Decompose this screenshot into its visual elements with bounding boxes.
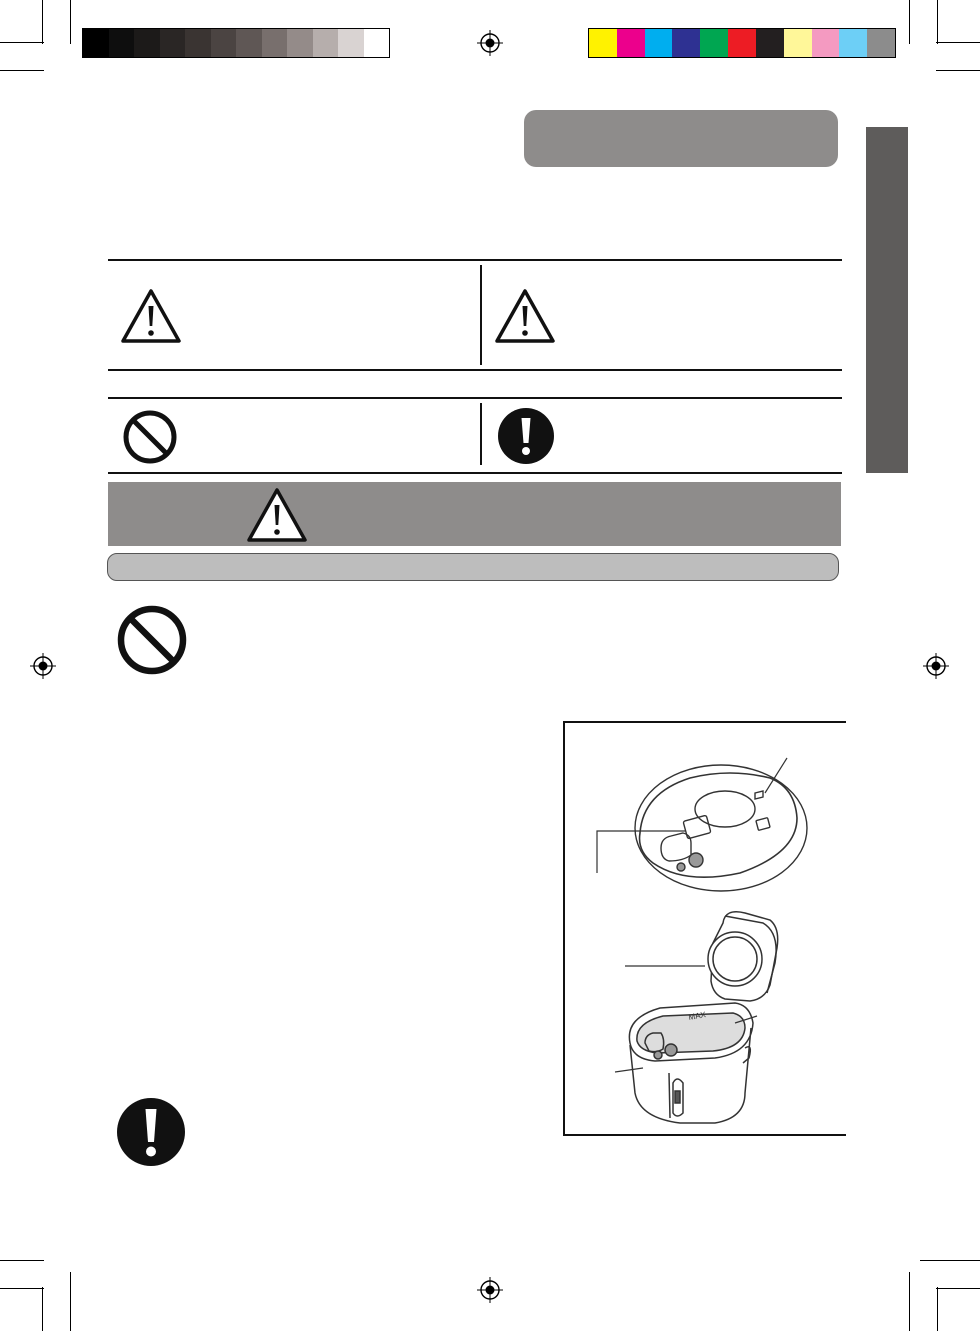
warning-triangle-icon	[120, 288, 182, 344]
color-bar-swatch	[672, 29, 700, 57]
color-bar-swatch	[839, 29, 867, 57]
warning-triangle-icon	[494, 288, 556, 344]
color-bar-swatch	[700, 29, 728, 57]
thermo-pot-illustration	[565, 723, 846, 1134]
symbol-table2-bottom-border	[108, 472, 842, 474]
gray-ramp-swatch	[287, 29, 313, 57]
registration-mark-left	[30, 653, 56, 679]
color-bar-swatch	[784, 29, 812, 57]
gray-ramp-swatch	[313, 29, 339, 57]
gray-ramp-swatch	[338, 29, 364, 57]
side-tab	[866, 127, 908, 473]
color-bar-swatch	[589, 29, 617, 57]
prohibited-icon	[116, 604, 188, 676]
gray-ramp	[82, 28, 390, 58]
gray-ramp-swatch	[83, 29, 109, 57]
color-bar-swatch	[867, 29, 895, 57]
symbol-table-top-border	[108, 259, 842, 261]
gray-ramp-swatch	[236, 29, 262, 57]
mandatory-exclamation-icon	[116, 1097, 186, 1167]
gray-ramp-swatch	[160, 29, 186, 57]
max-label: MAX	[687, 1010, 707, 1022]
color-bar-swatch	[756, 29, 784, 57]
gray-ramp-swatch	[364, 29, 390, 57]
prohibited-icon	[122, 409, 178, 465]
registration-mark-top	[477, 30, 503, 56]
color-bar-swatch	[728, 29, 756, 57]
registration-mark-bottom	[477, 1277, 503, 1303]
title-tab	[524, 110, 838, 167]
gray-ramp-swatch	[134, 29, 160, 57]
symbol-table-divider	[480, 265, 482, 365]
section-bar	[107, 553, 839, 581]
symbol-table-bottom-border	[108, 369, 842, 371]
top-view-detail	[635, 765, 807, 891]
gray-ramp-swatch	[211, 29, 237, 57]
warning-triangle-icon	[246, 487, 308, 543]
color-bar-swatch	[812, 29, 840, 57]
color-bar-swatch	[645, 29, 673, 57]
color-bar-swatch	[617, 29, 645, 57]
color-bar	[588, 28, 896, 58]
symbol-table2-divider	[480, 403, 482, 465]
mandatory-exclamation-icon	[497, 407, 555, 465]
warning-band	[108, 482, 841, 546]
gray-ramp-swatch	[262, 29, 288, 57]
symbol-table2-top-border	[108, 397, 842, 399]
gray-ramp-swatch	[109, 29, 135, 57]
gray-ramp-swatch	[185, 29, 211, 57]
registration-mark-right	[923, 653, 949, 679]
